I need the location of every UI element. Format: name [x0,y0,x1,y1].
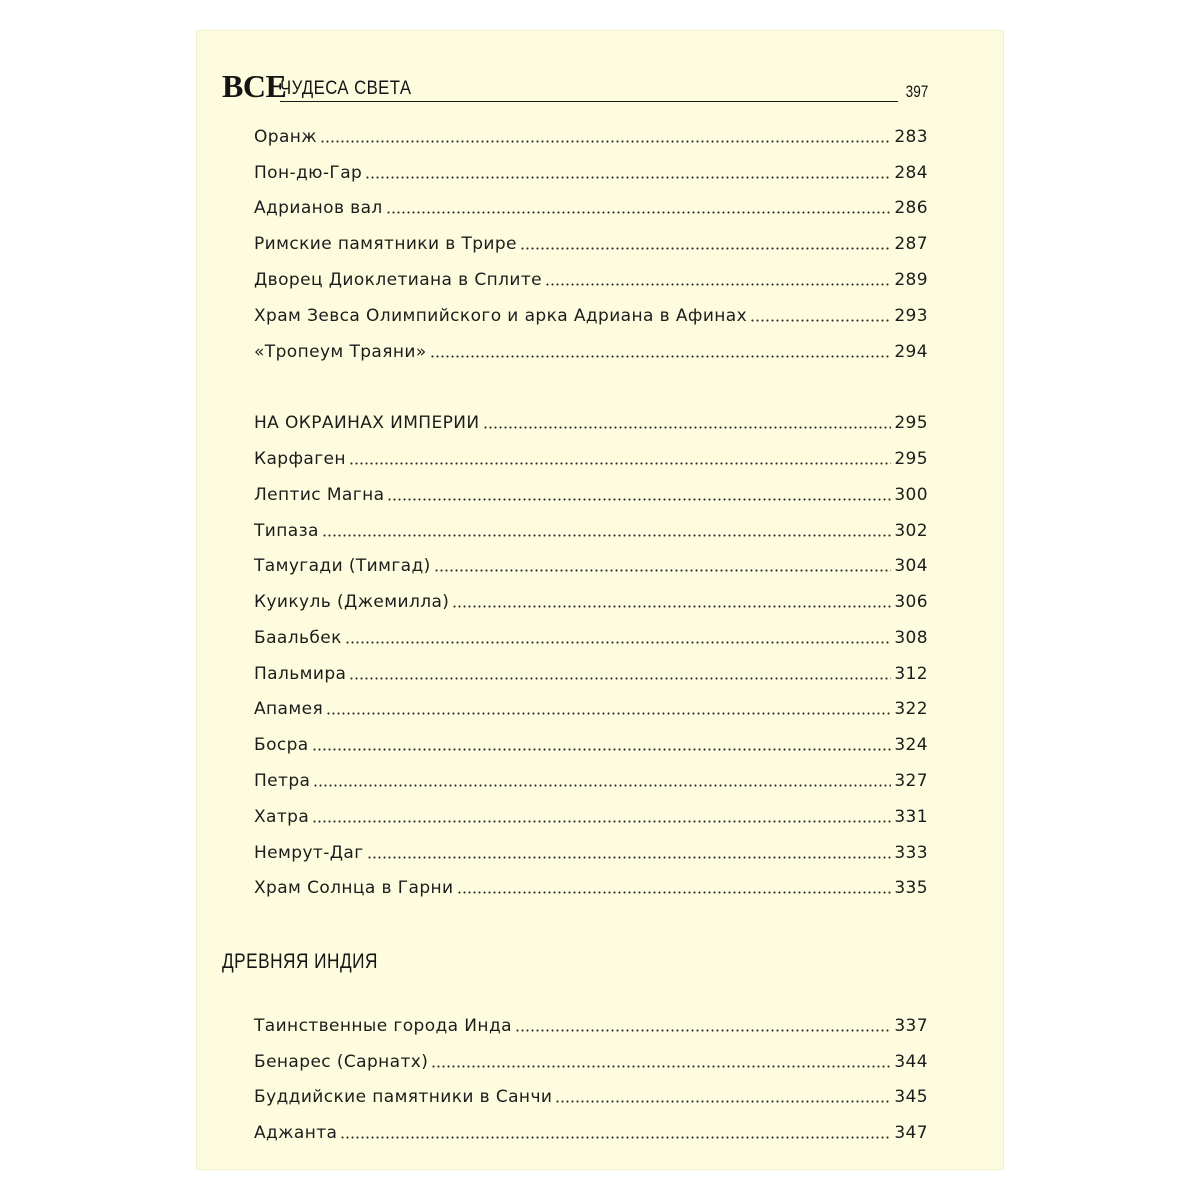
toc-entry-title: Апамея [254,699,324,719]
toc-entry-page: 337 [894,1016,928,1036]
toc-dot-leader [365,176,891,179]
toc-dot-leader [312,820,891,823]
toc-entry-title: Хатра [254,807,310,827]
toc-entry [254,657,928,683]
toc-entry-page: 324 [894,735,928,755]
toc-entry-page: 322 [894,699,928,719]
toc-dot-leader [349,462,891,465]
toc-dot-leader [434,569,892,572]
toc-entry-title: Куикуль (Джемилла) [254,592,450,612]
toc-dot-leader [326,712,891,715]
toc-entry-title: Римские памятники в Трире [254,234,517,254]
toc-dot-leader [386,211,892,214]
toc-dot-leader [515,1029,891,1032]
toc-entry-page: 344 [894,1052,928,1072]
toc-entry-page: 306 [894,592,928,612]
toc-dot-leader [320,140,891,143]
toc-entry-page: 312 [894,664,928,684]
toc-dot-leader [312,748,892,751]
toc-dot-leader [387,498,891,501]
toc-entry-page: 302 [894,521,928,541]
toc-entry [254,478,928,504]
header-book-title-bold: ВСЕ [222,68,287,104]
toc-entry [254,442,928,468]
toc-dot-leader [457,891,892,894]
toc-dot-leader [431,1065,891,1068]
toc-entry [254,514,928,540]
toc-entry-page: 287 [894,234,928,254]
toc-entry [254,692,928,718]
toc-entry [254,227,928,253]
toc-entry [254,1080,928,1106]
toc-entry [254,621,928,647]
toc-entry-page: 289 [894,270,928,290]
toc-entry-title: Баальбек [254,628,342,648]
toc-entry-page: 304 [894,556,928,576]
toc-entry-title: Типаза [254,521,319,541]
toc-entry [254,728,928,754]
toc-entry-page: 327 [894,771,928,791]
header-page-number: 397 [905,82,928,101]
toc-dot-leader [367,856,892,859]
toc-dot-leader [452,605,891,608]
toc-entry-title: Буддийские памятники в Санчи [254,1087,553,1107]
toc-dot-leader [430,355,892,358]
toc-entry-subsection [254,406,928,432]
toc-dot-leader [349,677,891,680]
toc-entry [254,764,928,790]
section-heading: ДРЕВНЯЯ ИНДИЯ [222,950,378,973]
toc-entry [254,800,928,826]
toc-entry-title: Оранж [254,127,318,147]
toc-dot-leader [555,1100,891,1103]
toc-entry-page: 333 [894,843,928,863]
header-book-title: ЧУДЕСА СВЕТА [280,78,412,99]
toc-entry-page: 283 [894,127,928,147]
toc-entry-title: Немрут-Даг [254,843,364,863]
toc-entry [254,263,928,289]
toc-entry-title: Храм Солнца в Гарни [254,878,454,898]
toc-entry-page: 331 [894,807,928,827]
toc-entry-page: 308 [894,628,928,648]
toc-entry-page: 345 [894,1087,928,1107]
toc-dot-leader [545,283,891,286]
toc-dot-leader [750,319,891,322]
toc-entry-page: 286 [894,198,928,218]
toc-dot-leader [340,1136,891,1139]
toc-entry-title: «Тропеум Траяни» [254,342,427,362]
toc-entry [254,299,928,325]
toc-entry-title: НА ОКРАИНАХ ИМПЕРИИ [254,413,480,433]
toc-entry-page: 284 [894,163,928,183]
toc-entry-title: Дворец Диоклетиана в Сплите [254,270,543,290]
toc-entry [254,335,928,361]
toc-dot-leader [345,641,892,644]
toc-entry [254,585,928,611]
toc-entry [254,120,928,146]
toc-entry-title: Таинственные города Инда [254,1016,512,1036]
toc-entry-page: 335 [894,878,928,898]
running-header [222,68,928,104]
toc-entry-page: 293 [894,306,928,326]
toc-entry [254,1045,928,1071]
toc-entry-title: Пон-дю-Гар [254,163,363,183]
toc-entry [254,1009,928,1035]
toc-entry-title: Адрианов вал [254,198,383,218]
toc-entry-title: Карфаген [254,449,346,469]
toc-entry-page: 347 [894,1123,928,1143]
toc-entry-title: Петра [254,771,311,791]
toc-entry [254,836,928,862]
toc-dot-leader [313,784,891,787]
toc-entry-title: Аджанта [254,1123,338,1143]
toc-dot-leader [520,247,891,250]
toc-entry [254,156,928,182]
toc-entry-title: Храм Зевса Олимпийского и арка Адриана в Афинах [254,306,748,326]
toc-entry [254,549,928,575]
toc-entry-page: 295 [894,413,928,433]
toc-entry-title: Лептис Магна [254,485,385,505]
toc-entry-title: Пальмира [254,664,347,684]
toc-entry-page: 295 [894,449,928,469]
toc-dot-leader [322,534,892,537]
toc-entry [254,871,928,897]
toc-entry-title: Бенарес (Сарнатх) [254,1052,429,1072]
toc-dot-leader [483,426,892,429]
toc-entry-page: 300 [894,485,928,505]
toc-entry-title: Тамугади (Тимгад) [254,556,431,576]
toc-entry [254,1116,928,1142]
toc-entry [254,191,928,217]
toc-entry-page: 294 [894,342,928,362]
header-rule [280,101,898,102]
book-page [196,30,1004,1170]
toc-entry-title: Босра [254,735,309,755]
